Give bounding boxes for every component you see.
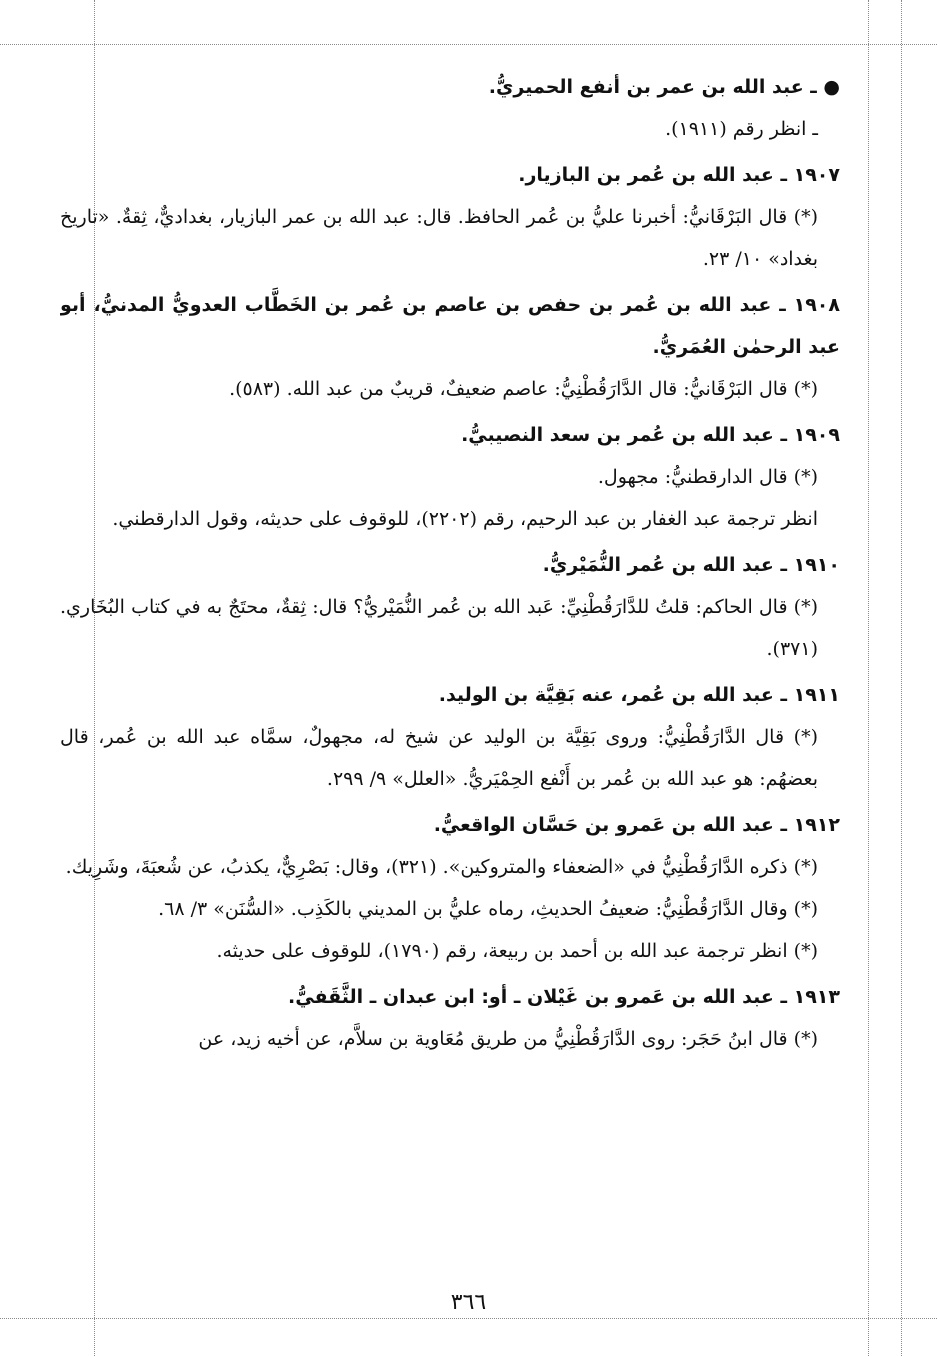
entry-heading-1910: ١٩١٠ ـ عبد الله بن عُمر النُّمَيْريُّ. [542,554,840,576]
scan-guide-top [0,44,937,45]
entry-text-1908: (*) قال البَرْقَانيُّ: قال الدَّارَقُطْنِيُّ: عاصم ضعيفٌ، قريبٌ من عبد الله. (٥٨٣). [229,378,818,400]
entry-text-1909: (*) قال الدارقطنيُّ: مجهول. [597,466,818,488]
scan-guide-right-outer [901,0,902,1356]
entry-note-1912: (*) انظر ترجمة عبد الله بن أحمد بن ربيعة، رقم (١٧٩٠)، للوقوف على حديثه. [216,940,818,962]
entry-text-1912-a: (*) ذكره الدَّارَقُطْنِيُّ في «الضعفاء والمتروكين». (٣٢١)، وقال: بَصْرِيٌّ، يكذبُ، عن شُعبَةَ، وشَرِيك. [65,856,818,878]
entry-text-1910: (*) قال الحاكم: قلتُ للدَّارَقُطْنِيِّ: عَبد الله بن عُمر النُّمَيْريُّ؟ قال: ثِقةٌ، محتَجٌ به في كتاب البُخَاري. (٣٧١). [60,596,818,660]
entry-heading-1911: ١٩١١ ـ عبد الله بن عُمر، عنه بَقِيَّة بن الوليد. [438,684,840,706]
entry-reference: ـ انظر رقم (١٩١١). [665,118,818,140]
entry-heading-1909: ١٩٠٩ ـ عبد الله بن عُمر بن سعد النصيبيُّ. [461,424,840,446]
entry-text-1913: (*) قال ابنُ حَجَر: روى الدَّارَقُطْنِيُّ من طريق مُعَاوية بن سلاَّم، عن أخيه زيد، عن [198,1028,818,1050]
entry-heading-1908: ١٩٠٨ ـ عبد الله بن عُمر بن حفص بن عاصم بن عُمر بن الخَطَّاب العدويُّ المدنيُّ، أبو عبد الرحمٰن العُمَريُّ. [60,294,840,358]
entry-text-1907: (*) قال البَرْقَانيُّ: أخبرنا عليُّ بن عُمر الحافظ. قال: عبد الله بن عمر البازيار، بغداديٌّ، ثِقةٌ. «تاريخ بغداد» ١٠/ ٢٣. [60,206,818,270]
entry-text-1911: (*) قال الدَّارَقُطْنِيُّ: وروى بَقِيَّة بن الوليد عن شيخ له، مجهولٌ، سمَّاه عبد الله بن عُمر، قال بعضهُم: هو عبد الله بن عُمر بن أَنْفع الحِمْيَريُّ. «العلل» ٩/ ٢٩٩. [60,726,818,790]
entry-text-1912-b: (*) وقال الدَّارَقُطْنِيُّ: ضعيفُ الحديثِ، رماه عليُّ بن المديني بالكَذِب. «السُّنَن» ٣/ ٦٨. [158,898,818,920]
entry-heading-1907: ١٩٠٧ ـ عبد الله بن عُمر بن البازيار. [518,164,840,186]
document-page [60,62,840,1060]
page-number: ٣٦٦ [450,1290,487,1315]
scan-guide-bottom [0,1318,937,1319]
entry-heading: ● ـ عبد الله بن عمر بن أنفع الحميريُّ. [488,76,840,98]
entry-note-1909: انظر ترجمة عبد الغفار بن عبد الرحيم، رقم (٢٢٠٢)، للوقوف على حديثه، وقول الدارقطني. [112,508,818,530]
entry-heading-1912: ١٩١٢ ـ عبد الله بن عَمرو بن حَسَّان الواقعيُّ. [433,814,840,836]
entry-heading-1913: ١٩١٣ ـ عبد الله بن عَمرو بن غَيْلان ـ أو: ابن عبدان ـ الثَّقَفيُّ. [288,986,840,1008]
scan-guide-right [868,0,869,1356]
